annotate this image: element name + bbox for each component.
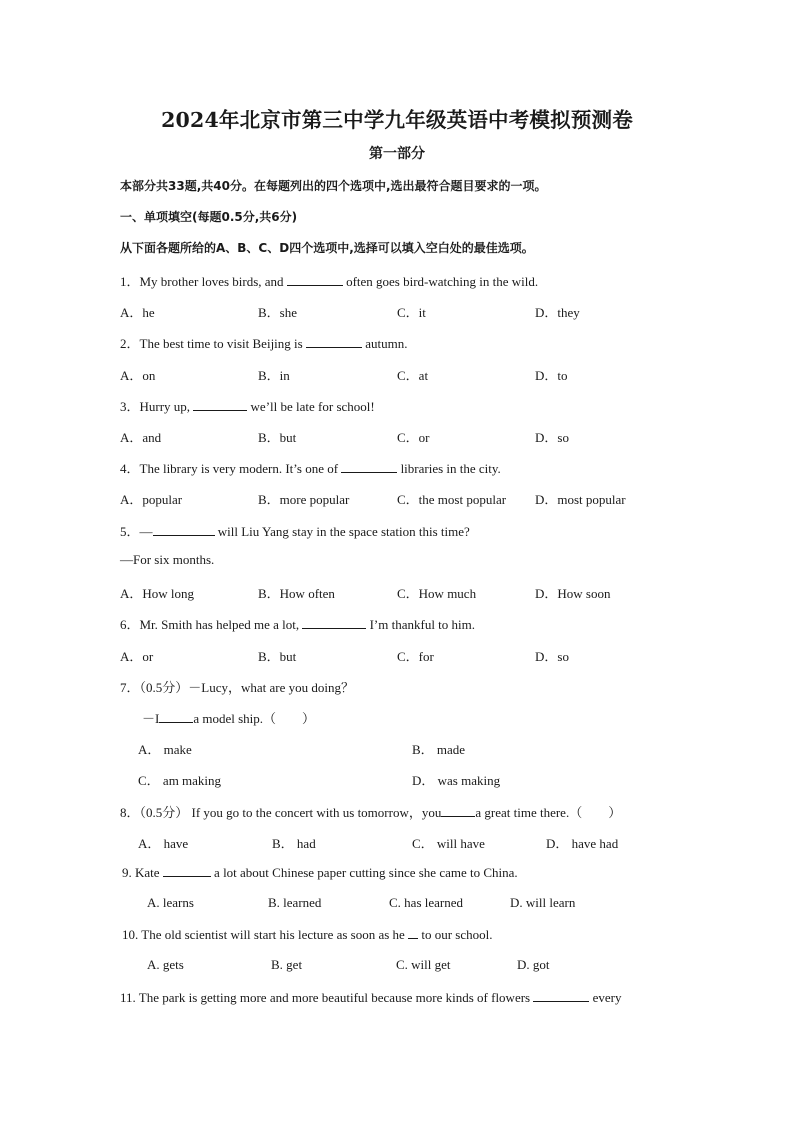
answer-blank bbox=[341, 460, 397, 473]
question-8: 8．（0.5分） If you go to the concert with us tomorrow，you a great time there.（ ） bbox=[120, 805, 622, 820]
answer-blank bbox=[441, 804, 475, 817]
option-d: D． have had bbox=[546, 836, 619, 851]
question-5-reply: —For six months. bbox=[120, 552, 215, 567]
question-4: 4．The library is very modern. It’s one of libraries in the city. bbox=[120, 461, 501, 476]
option-a: A． have bbox=[138, 836, 189, 851]
option-d: D．most popular bbox=[535, 492, 626, 507]
option-b: B．but bbox=[258, 649, 297, 664]
option-d: D. will learn bbox=[510, 895, 576, 910]
option-a: A. gets bbox=[147, 957, 184, 972]
option-c: C．the most popular bbox=[397, 492, 507, 507]
question-5: 5．— will Liu Yang stay in the space station this time? bbox=[120, 524, 470, 539]
option-a: A．popular bbox=[120, 492, 183, 507]
part-heading: 第一部分 bbox=[369, 146, 425, 162]
option-c: C．How much bbox=[397, 586, 477, 601]
page-title: 2024年北京市第三中学九年级英语中考模拟预测卷 bbox=[161, 108, 633, 132]
option-c: C. has learned bbox=[389, 895, 464, 910]
option-c: C. will get bbox=[396, 957, 451, 972]
option-a: A． make bbox=[138, 742, 192, 757]
option-a: A．and bbox=[120, 430, 162, 445]
answer-blank bbox=[533, 989, 589, 1002]
option-b: B．How often bbox=[258, 586, 335, 601]
answer-blank bbox=[193, 398, 247, 411]
option-d: D．so bbox=[535, 430, 569, 445]
option-b: B. learned bbox=[268, 895, 322, 910]
option-c: C．it bbox=[397, 305, 426, 320]
option-d: D． was making bbox=[412, 773, 501, 788]
question-3: 3．Hurry up, we’ll be late for school! bbox=[120, 399, 375, 414]
option-a: A．or bbox=[120, 649, 154, 664]
answer-blank bbox=[159, 710, 193, 723]
question-11: 11. The park is getting more and more beautiful because more kinds of flowers every bbox=[120, 990, 622, 1005]
section-heading: 一、单项填空(每题0.5分,共6分) bbox=[120, 210, 298, 224]
option-d: D．so bbox=[535, 649, 569, 664]
option-c: C． will have bbox=[412, 836, 485, 851]
option-a: A．How long bbox=[120, 586, 195, 601]
option-c: C． am making bbox=[138, 773, 222, 788]
option-d: D. got bbox=[517, 957, 550, 972]
question-7-reply: －I a model ship.（ ） bbox=[142, 711, 316, 726]
question-10: 10. The old scientist will start his lecture as soon as he to our school. bbox=[122, 927, 493, 942]
option-b: B．but bbox=[258, 430, 297, 445]
option-b: B．more popular bbox=[258, 492, 350, 507]
option-c: C．for bbox=[397, 649, 434, 664]
question-9: 9. Kate a lot about Chinese paper cutting since she came to China. bbox=[122, 865, 518, 880]
answer-blank bbox=[287, 273, 343, 286]
question-7: 7．（0.5分）－Lucy，what are you doing？ bbox=[120, 680, 354, 695]
option-b: B．in bbox=[258, 368, 290, 383]
option-a: A．on bbox=[120, 368, 156, 383]
option-b: B. get bbox=[271, 957, 303, 972]
option-b: B． had bbox=[272, 836, 316, 851]
option-a: A．he bbox=[120, 305, 155, 320]
option-d: D．to bbox=[535, 368, 568, 383]
question-2: 2．The best time to visit Beijing is autumn. bbox=[120, 336, 408, 351]
part-intro: 本部分共33题,共40分。在每题列出的四个选项中,选出最符合题目要求的一项。 bbox=[120, 179, 547, 193]
question-1: 1．My brother loves birds, and often goes bird-watching in the wild. bbox=[120, 274, 539, 289]
option-c: C．at bbox=[397, 368, 429, 383]
option-c: C．or bbox=[397, 430, 430, 445]
option-a: A. learns bbox=[147, 895, 194, 910]
answer-blank bbox=[163, 864, 211, 877]
option-d: D．they bbox=[535, 305, 580, 320]
section-instruction: 从下面各题所给的A、B、C、D四个选项中,选择可以填入空白处的最佳选项。 bbox=[120, 241, 534, 255]
answer-blank bbox=[306, 335, 362, 348]
option-b: B．she bbox=[258, 305, 298, 320]
option-b: B． made bbox=[412, 742, 466, 757]
answer-blank bbox=[153, 523, 215, 536]
question-6: 6．Mr. Smith has helped me a lot, I’m thankful to him. bbox=[120, 617, 476, 632]
answer-blank bbox=[408, 926, 418, 939]
answer-blank bbox=[302, 616, 366, 629]
option-d: D．How soon bbox=[535, 586, 611, 601]
